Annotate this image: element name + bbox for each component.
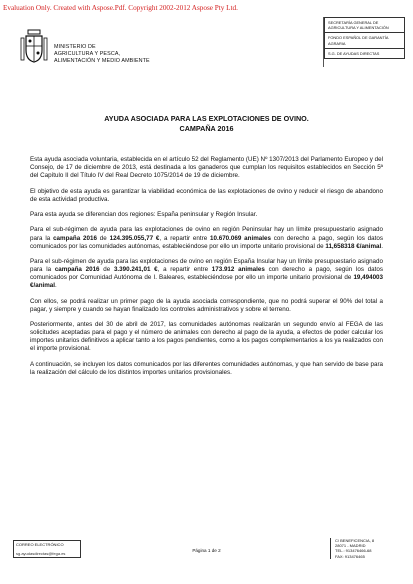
animal-count: 173.912 animales bbox=[211, 266, 265, 274]
title-line-1: AYUDA ASOCIADA PARA LAS EXPLOTACIONES DE OVINO. bbox=[104, 114, 309, 123]
paragraph-second-submission: Posteriormente, antes del 30 de abril de 2017, las comunidades autónomas realizarán un segundo envío al FEGA de las solicitudes aceptadas para el pago y el número de animales con derecho al pago de la ayuda, a efectos de poder calcular los importes unitarios definitivos a aplicar tanto a los pagos pendientes, como a los pagos complementarios a los ya realizados con el importe provisional. bbox=[30, 321, 383, 353]
ministry-line: ALIMENTACIÓN Y MEDIO AMBIENTE bbox=[54, 58, 150, 64]
budget-amount: 3.390.241,01 € bbox=[113, 266, 158, 274]
document-body bbox=[30, 156, 383, 384]
text: . bbox=[55, 282, 57, 290]
text: , a repartir entre bbox=[157, 266, 212, 274]
unit-amount: 11,658318 €/animal bbox=[325, 242, 382, 250]
address-line: TEL.: 913476466-68 bbox=[335, 548, 372, 554]
watermark-text: Evaluation Only. Created with Aspose.Pdf. Copyright 2002-2012 Aspose Pty Ltd. bbox=[3, 4, 238, 12]
document-title bbox=[30, 114, 383, 134]
campaign-year: campaña 2016 bbox=[54, 266, 100, 274]
text: con derecho a pago, según los datos comunicados por Comunidad Autónoma de I. Baleares, estableciéndose por ello un importe unitario provisional de bbox=[30, 266, 383, 282]
email-address: sg.ayudasdirectas@fega.es bbox=[16, 551, 66, 556]
paragraph-data-notice: A continuación, se incluyen los datos comunicados por las diferentes comunidades autónomas, y que han servido de base para la realización del cálculo de los distintos importes unitarios provisionales. bbox=[30, 360, 383, 376]
paragraph-insular bbox=[30, 258, 383, 290]
text: Para el sub-régimen de ayuda para las explotaciones de ovino en región Peninsular hay un límite presupuestario asignado para la bbox=[30, 226, 383, 242]
subdirection-label: S.G. DE AYUDAS DIRECTAS bbox=[325, 48, 404, 58]
text: de bbox=[96, 234, 110, 242]
ministry-line: MINISTERIO DE bbox=[54, 44, 96, 50]
ministry-name bbox=[54, 44, 150, 65]
address-line: FAX: 913476465 bbox=[335, 553, 365, 559]
paragraph-legal-basis: Esta ayuda asociada voluntaria, establecida en el artículo 52 del Reglamento (UE) Nº 1307/2013 del Parlamento Europeo y del Consejo, de 17 de diciembre de 2013, está destinada a los ganaderos que cumplan los requisitos establecidos en Sección 5ª del Capítulo II del Título IV del Real Decreto 1075/2014 de 19 de diciembre. bbox=[30, 156, 383, 180]
secretaria-label: SECRETARÍA GENERAL DE AGRICULTURA Y ALIMENTACIÓN bbox=[328, 20, 389, 31]
animal-count: 10.670.069 animales bbox=[210, 234, 271, 242]
ministry-line: AGRICULTURA Y PESCA, bbox=[54, 51, 121, 57]
budget-amount: 124.395.055,77 € bbox=[109, 234, 160, 242]
fondo-label: FONDO ESPAÑOL DE GARANTÍA AGRARIA bbox=[325, 32, 404, 47]
paragraph-regions: Para esta ayuda se diferencian dos regiones: España peninsular y Región Insular. bbox=[30, 211, 258, 219]
text: , a repartir entre bbox=[159, 234, 211, 242]
paragraph-first-payment: Con ellos, se podrá realizar un primer pago de la ayuda asociada correspondiente, que no podrá superar el 90% del total a pagar, y siempre y cuando se hayan finalizado los controles administrativos y sobre el terreno. bbox=[30, 297, 383, 313]
paragraph-peninsular bbox=[30, 226, 383, 250]
text: de bbox=[99, 266, 114, 274]
text: Para el sub-régimen de ayuda para las explotaciones de ovino en región España Insular hay un límite presupuestario asignado para la bbox=[30, 258, 383, 274]
campaign-year: campaña 2016 bbox=[53, 234, 97, 242]
address-line: C/ BENEFICENCIA, 8 bbox=[335, 538, 375, 543]
coat-of-arms-icon bbox=[20, 28, 48, 68]
text: . bbox=[381, 242, 384, 250]
agency-box bbox=[324, 17, 405, 59]
page-number: Página 1 de 2 bbox=[192, 548, 221, 553]
text: con derecho a pago, según los datos comunicados por las comunidades autónomas, estableciéndose por ello un importe unitario provisional de bbox=[30, 234, 383, 250]
address-line: 28071 - MADRID bbox=[335, 543, 366, 549]
unit-amount: 19,494003 €/animal bbox=[30, 274, 383, 290]
title-line-2: CAMPAÑA 2016 bbox=[179, 124, 234, 133]
paragraph-objective: El objetivo de esta ayuda es garantizar la viabilidad económica de las explotaciones de ovino y reducir el riesgo de abandono de esta actividad productiva. bbox=[30, 187, 383, 203]
postal-address bbox=[330, 538, 405, 559]
email-label: CORREO ELECTRÓNICO bbox=[16, 542, 64, 547]
